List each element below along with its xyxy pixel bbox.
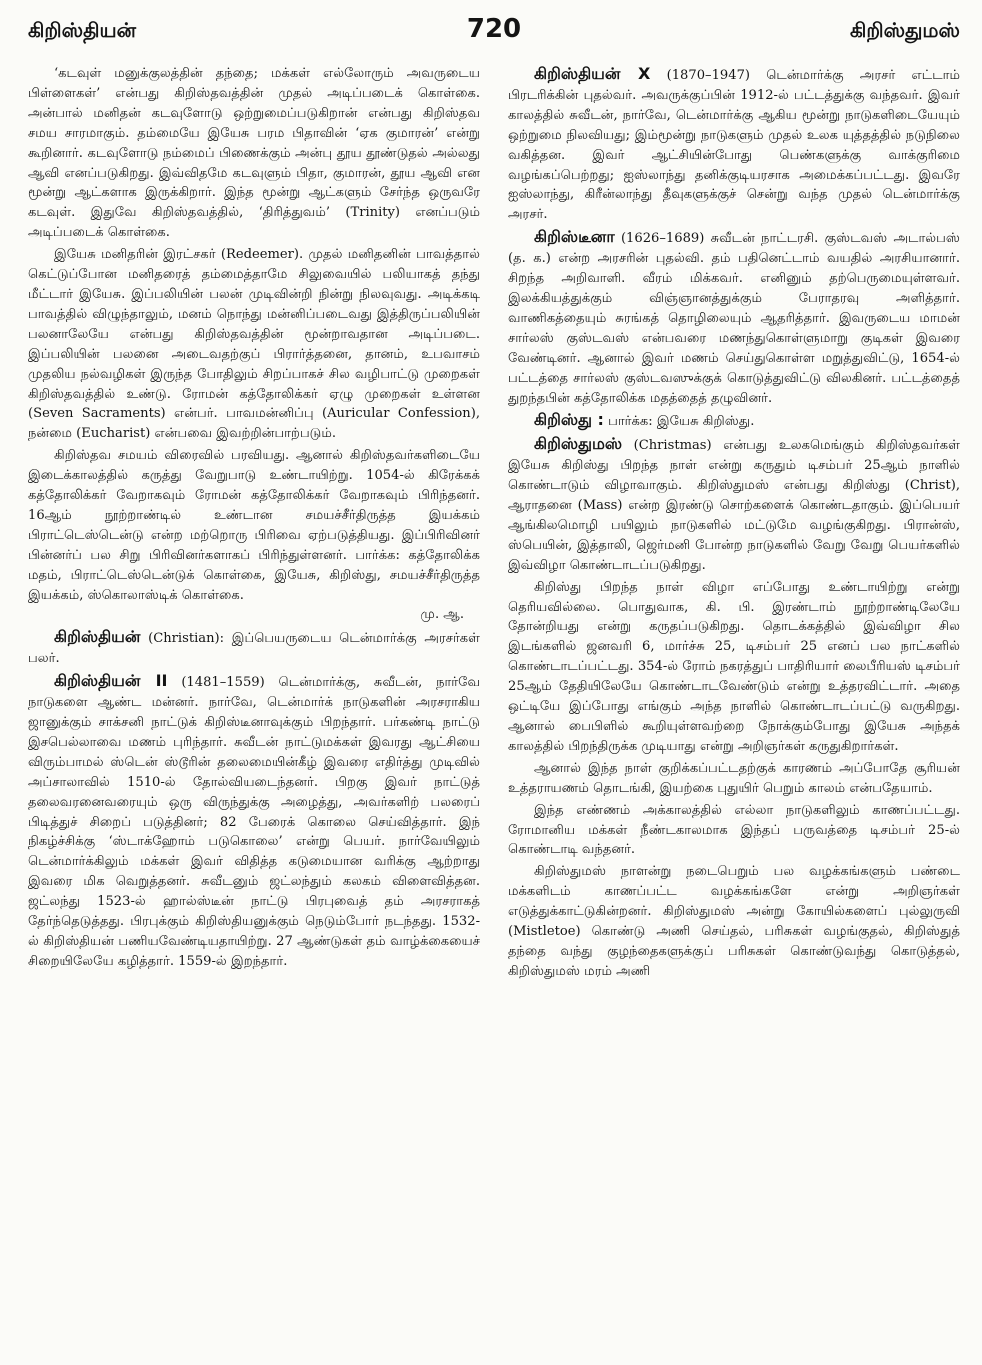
- schism-text: கிறிஸ்தவ சமயம் விரைவில் பரவியது. ஆனால் கிறிஸ்தவர்களிடையே இடைக்காலத்தில் கருத்து வேறுபாடு உண்டாயிற்று. 1054-ல் கிரேக்கக் கத்தோலிக்கர் வேறாகவும் ரோமன் கத்தோலிக்கர் வேறாகவும் பிரிந்தனர். 16ஆம் நூற்றாண்டில் உண்டான சமயச்சீர்திருத்த இயக்கம் பிராட்டெஸ்டென்டு என்ற மற்றொரு பிரிவை ஏற்படுத்தியது. இப்பிரிவினர் பின்னர்ப் பல சிறு பிரிவினர்களாகப் பிரிந்துள்ளனர். பார்க்க: கத்தோலிக்க மதம், பிராட்டெஸ்டென்டுக் கொள்கை, இயேசு, கிறிஸ்து, சமயச்சீர்திருத்த இயக்கம், ஸ்கொலாஸ்டிக் கொள்கை.: [28, 448, 480, 603]
- entry-heading-christina: கிறிஸ்டீனா: [534, 227, 615, 247]
- paragraph-christmas-customs: கிறிஸ்துமஸ் நாளன்று நடைபெறும் பல வழக்கங்களும் பண்டை மக்களிடம் காணப்பட்ட வழக்கங்களே என்று அறிஞர்கள் எடுத்துக்காட்டுகின்றனர். கிறிஸ்துமஸ் அன்று கோயில்களைப் புல்லுருவி (Mistletoe) கொண்டு அணி செய்தல், பரிசுகள் வழங்குதல், கிறிஸ்துத் தந்தை வந்து குழந்தைகளுக்குப் பரிசுகள் கொண்டுவந்து கொடுத்தல், கிறிஸ்துமஸ் மரம் அணி: [508, 864, 960, 979]
- running-head-right: கிறிஸ்துமஸ்: [850, 18, 960, 42]
- author-initials: மு. ஆ.: [420, 607, 464, 623]
- entry-body-christian-ii: (1481–1559) டென்மார்க்கு, சுவீடன், நார்வே நாடுகளை ஆண்ட மன்னர். நார்வே, டென்மார்க் நாடுகளின் அரசராகிய ஜானுக்கும் சாக்சனி நாட்டுக் கிறிஸ்டீனாவுக்கும் பிறந்தார். பர்கண்டி நாட்டு இசபெல்லாவை மணம் புரிந்தார். சுவீடன் நாட்டுமக்கள் இவரது ஆட்சியை விரும்பாமல் ஸ்டென் ஸ்டூரின் தலைமையின்கீழ் இவரை எதிர்த்து முடிவில் அப்சாலாவில் 1510-ல் தோல்வியடைந்தனர். பிறகு இவர் நாட்டுத் தலைவரனைவரையும் ஒரு விருந்துக்கு அழைத்து, அவர்களிற் பலரைப் பிடித்துச் சிறைப் படுத்தினர்; 82 பேரைக் கொலை செய்வித்தார். இந் நிகழ்ச்சிக்கு ‘ஸ்டாக்ஹோம் படுகொலை’ என்று பெயர். நார்வேயிலும் டென்மார்க்கிலும் மக்கள் இவர் விதித்த கடுமையான வரிக்கு ஆற்றாது இவரை மிக வெறுத்தனர். சுவீடனும் ஜட்லந்தும் கலகம் விளைவித்தன. ஜட்லந்து 1523-ல் ஹால்ஸ்டீன் நாட்டு பிரபுவைத் தம் அரசராகத் தேர்ந்தெடுத்தது. பிரபுக்கும் கிறிஸ்தியனுக்கும் நெடும்போர் நடந்தது. 1532-ல் கிறிஸ்தியன் பணியவேண்டியதாயிற்று. 27 ஆண்டுகள் தம் வாழ்க்கையைச் சிறையிலேயே கழித்தார். 1559-ல் இறந்தார்.: [28, 675, 480, 969]
- text-columns: [28, 64, 960, 1355]
- entry-christian: [28, 627, 480, 669]
- paragraph-christian-doctrine: ‘கடவுள் மனுக்குலத்தின் தந்தை; மக்கள் எல்லோரும் அவருடைய பிள்ளைகள்’ என்பது கிறிஸ்தவத்தின் முதல் அடிப்படைக் கொள்கை. அன்பால் மனிதன் கடவுளோடு ஒற்றுமைப்படுகிறான் என்பது கிறிஸ்தவ சமய சாரமாகும். தம்மையே இயேசு பரம பிதாவின் ‘ஏக குமாரன்’ என்று கூறினார். கடவுளோடு நம்மைப் பிணைக்கும் அன்பு தூய தூண்டுதல் அல்லது ஆவி எனப்படுகிறது. இவ்விதமே கடவுளும் பிதா, குமாரன், தூய ஆவி என மூன்று ஆட்களாக இருக்கிறார். இந்த மூன்று ஆட்களும் சேர்ந்த ஒருவரே கடவுள். இதுவே கிறிஸ்தவத்தில், ‘திரித்துவம்’ (Trinity) எனப்படும் அடிப்படைக் கொள்கை.: [28, 66, 480, 241]
- running-head-left: கிறிஸ்தியன்: [28, 18, 137, 42]
- entry-body-christina: (1626–1689) சுவீடன் நாட்டரசி. குஸ்டவஸ் அடால்பஸ் (த. க.) என்ற அரசரின் புதல்வி. தம் பதினெட்டாம் வயதில் அரசியானார். சிறந்த அறிவாளி. வீரம் மிக்கவர். எனினும் தற்பெருமையுள்ளவர். இலக்கியத்துக்கும் விஞ்ஞானத்துக்கும் பேராதரவு அளித்தார். வாணிகத்தையும் சுரங்கத் தொழிலையும் ஆதரித்தார். இவருடைய மாமன் சார்லஸ் குஸ்டவஸ் என்பவரை மணந்துகொள்ளுமாறு குடிகள் இவரை வேண்டினர். ஆனால் இவர் மணம் செய்துகொள்ள மறுத்துவிட்டு, 1654-ல் பட்டத்தை சார்லஸ் குஸ்டவஸுக்குக் கொடுத்துவிட்டு விலகினர். பட்டத்தைத் துறந்தபின் கத்தோலிக்க மதத்தைத் தழுவினர்.: [508, 231, 960, 406]
- right-column: [508, 64, 960, 1355]
- entry-christian-x: [508, 64, 960, 225]
- paragraph-christmas-origin: கிறிஸ்து பிறந்த நாள் விழா எப்போது உண்டாயிற்று என்று தெரியவில்லை. பொதுவாக, கி. பி. இரண்டாம் நூற்றாண்டிலேயே தோன்றியது என்று கருதப்படுகிறது. தொடக்கத்தில் இவ்விழா சில இடங்களில் ஜனவரி 6, மார்ச்சு 25, டிசம்பர் 25 எனப் பல நாட்களில் கொண்டாடப்பட்டது. 354-ல் ரோம் நகரத்துப் பாதிரியார் லைபீரியஸ் டிசம்பர் 25ஆம் தேதியிலேயே கொண்டாடவேண்டும் என்று உத்தரவிட்டார். அதை ஒட்டியே இப்போது எங்கும் அந்த நாளில் கொண்டாடப்பட்டு வருகிறது. ஆனால் பைபிளில் கூறியுள்ளவற்றை நோக்கும்போது இயேசு அந்தக் காலத்தில் பிறந்திருக்க முடியாது என்று அறிஞர்கள் கருதுகிறார்கள்.: [508, 579, 960, 754]
- entry-body-christmas: (Christmas) என்பது உலகமெங்கும் கிறிஸ்தவர்கள் இயேசு கிறிஸ்து பிறந்த நாள் என்று கருதும் டிசம்பர் 25ஆம் நாளில் கொண்டாடும் விழாவாகும். கிறிஸ்துமஸ் என்பது கிறிஸ்து (Christ), ஆராதனை (Mass) என்ற இரண்டு சொற்களைக் கொண்டதாகும். இப்பெயர் ஆங்கிலமொழி பயிலும் நாடுகளில் மட்டுமே வழங்குகிறது. பிரான்ஸ், ஸ்பெயின், இத்தாலி, ஜெர்மனி போன்ற நாடுகளில் வேறு வேறு பெயர்களில் இவ்விழா கொண்டாடப்படுகிறது.: [508, 438, 960, 573]
- entry-christina: [508, 227, 960, 408]
- left-column: [28, 64, 480, 1355]
- entry-body-christ: பார்க்க: இயேசு கிறிஸ்து.: [608, 414, 755, 430]
- page-number: 720: [466, 14, 522, 44]
- entry-christ: [508, 410, 960, 432]
- paragraph-redeemer: இயேசு மனிதரின் இரட்சகர் (Redeemer). முதல் மனிதனின் பாவத்தால் கெட்டுப்போன மனிதரைத் தம்மைத்தாமே சிலுவையில் பலியாகத் தந்து மீட்டார் இயேசு. இப்பலியின் பலன் முடிவின்றி நின்று நிலவுவது. அடிக்கடி பாவத்தில் விழுந்தாலும், மனம் நொந்து மன்னிப்படைவது இத்திருப்பலியின் பலனாலேயே என்பது கிறிஸ்தவத்தின் மூன்றாவதான அடிப்படை. இப்பலியின் பலனை அடைவதற்குப் பிரார்த்தனை, தானம், உபவாசம் முதலிய நல்வழிகள் இருந்த போதிலும் சிறப்பாகச் சில வழிபாட்டு முறைகள் கிறிஸ்தவத்தில் உண்டு. ரோமன் கத்தோலிக்கர் ஏழு முறைகள் உள்ளன (Seven Sacraments) என்பர். பாவமன்னிப்பு (Auricular Confession), நன்மை (Eucharist) என்பவை இவற்றின்பாற்படும்.: [28, 247, 480, 442]
- entry-heading-christian: கிறிஸ்தியன்: [54, 627, 141, 647]
- entry-body-christian: (Christian): இப்பெயருடைய டென்மார்க்கு அரசர்கள் பலர்.: [28, 631, 480, 667]
- page-header: [28, 14, 960, 64]
- entry-body-christian-x: (1870–1947) டென்மார்க்கு அரசர் எட்டாம் பிரடரிக்கின் புதல்வர். அவருக்குப்பின் 1912-ல் பட்டத்துக்கு வந்தவர். இவர் காலத்தில் சுவீடன், நார்வே, டென்மார்க்கு ஆகிய மூன்று நாடுகளிடையேயும் ஒற்றுமை நிலவியது; இம்மூன்று நாடுகளும் முதல் உலக யுத்தத்தில் நடுநிலை வகித்தன. இவர் ஆட்சியின்போது பெண்களுக்கு வாக்குரிமை வழங்கப்பெற்றது; ஐஸ்லாந்து தனிக்குடியரசாக அமைக்கப்பட்டது. இவரே ஐஸ்லாந்து, கிரீன்லாந்து தீவுகளுக்குச் சென்று வந்த முதல் டென்மார்க்கு அரசர்.: [508, 68, 960, 223]
- paragraph-winter-solstice: ஆனால் இந்த நாள் குறிக்கப்பட்டதற்குக் காரணம் அப்போதே சூரியன் உத்தராயணம் தொடங்கி, இயற்கை புதுயிர் பெறும் காலம் என்பதேயாம்.: [508, 760, 960, 796]
- paragraph-schism: [28, 446, 480, 625]
- entry-heading-christmas: கிறிஸ்துமஸ்: [534, 434, 622, 454]
- entry-heading-christ: கிறிஸ்து :: [534, 410, 604, 430]
- entry-christian-ii: [28, 671, 480, 972]
- entry-heading-christian-x: கிறிஸ்தியன் X: [534, 64, 651, 83]
- entry-christmas: [508, 434, 960, 575]
- entry-heading-christian-ii: கிறிஸ்தியன் II: [54, 671, 168, 691]
- paragraph-roman-custom: இந்த எண்ணம் அக்காலத்தில் எல்லா நாடுகளிலும் காணப்பட்டது. ரோமானிய மக்கள் நீண்டகாலமாக இந்தப் பருவத்தை டிசம்பர் 25-ல் கொண்டாடி வந்தனர்.: [508, 802, 960, 858]
